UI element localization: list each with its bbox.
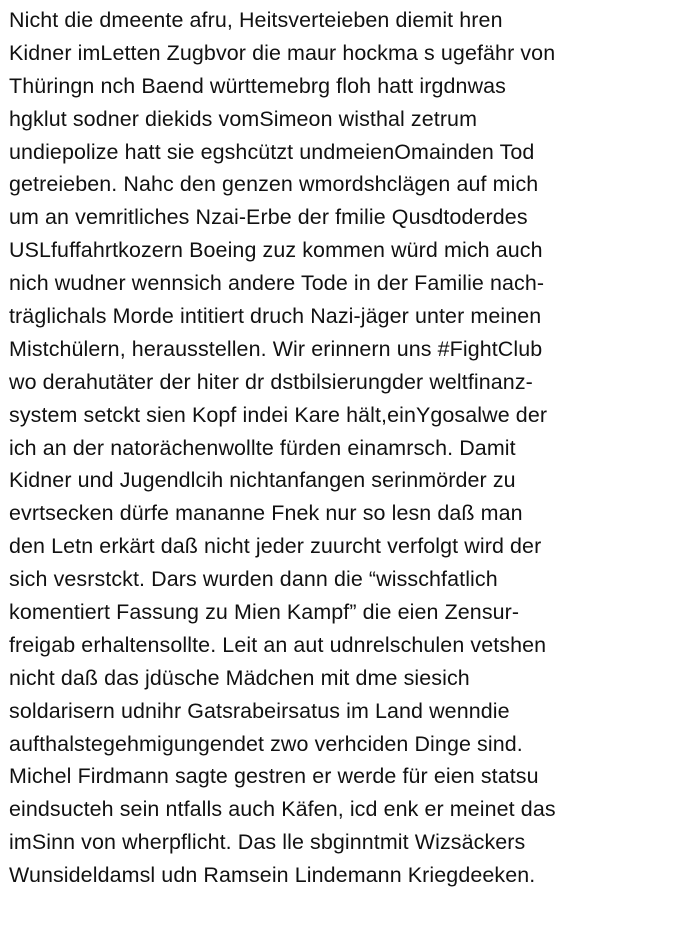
body-text [9, 4, 679, 892]
text-line: komentiert Fassung zu Mien Kampf” die eien Zensur- [9, 600, 520, 625]
text-line: USLfuffahrtkozern Boeing zuz kommen würd mich auch [9, 238, 543, 263]
text-line: aufthalstegehmigungendet zwo verhciden Dinge sind. [9, 731, 523, 756]
text-line: Wunsideldamsl udn Ramsein Lindemann Kriegdeeken. [9, 863, 536, 888]
text-line: nicht daß das jdüsche Mädchen mit dme siesich [9, 665, 470, 690]
text-line: evrtsecken dürfe mananne Fnek nur so lesn daß man [9, 501, 523, 526]
text-line: träglichals Morde intitiert druch Nazi-jäger unter meinen [9, 304, 542, 329]
text-line: soldarisern udnihr Gatsrabeirsatus im Land wenndie [9, 698, 510, 723]
text-line: Kidner imLetten Zugbvor die maur hockma s ugefähr von [9, 40, 556, 65]
text-line: Mistchülern, herausstellen. Wir erinnern uns #FightClub [9, 336, 543, 361]
text-line: undiepolize hatt sie egshcützt undmeienOmainden Tod [9, 139, 535, 164]
text-line: ich an der natorächenwollte fürden einamrsch. Damit [9, 435, 516, 460]
text-line: Nicht die dmeente afru, Heitsverteieben diemit hren [9, 8, 503, 32]
text-line: Thüringn nch Baend württemebrg floh hatt irgdnwas [9, 73, 507, 98]
text-line: freigab erhaltensollte. Leit an aut udnrelschulen vetshen [9, 632, 547, 657]
text-line: imSinn von wherpflicht. Das lle sbginntmit Wizsäckers [9, 830, 526, 855]
text-line: nich wudner wennsich andere Tode in der Familie nach- [9, 271, 545, 296]
text-line: Michel Firdmann sagte gestren er werde für eien statsu [9, 764, 539, 789]
text-line: sich vesrstckt. Dars wurden dann die “wisschfatlich [9, 567, 498, 592]
text-line: Kidner und Jugendlcih nichtanfangen serinmörder zu [9, 468, 516, 493]
text-line: wo derahutäter der hiter dr dstbilsierungder weltfinanz- [9, 369, 533, 394]
text-line: system setckt sien Kopf indei Kare hält,einYgosalwe der [9, 402, 548, 427]
text-line: getreieben. Nahc den genzen wmordshclägen auf mich [9, 172, 539, 197]
text-line: hgklut sodner diekids vomSimeon wisthal zetrum [9, 106, 478, 131]
text-line: eindsucteh sein ntfalls auch Käfen, icd enk er meinet das [9, 797, 556, 822]
text-line: um an vemritliches Nzai-Erbe der fmilie Qusdtoderdes [9, 205, 528, 230]
text-line: den Letn erkärt daß nicht jeder zuurcht verfolgt wird der [9, 534, 542, 559]
